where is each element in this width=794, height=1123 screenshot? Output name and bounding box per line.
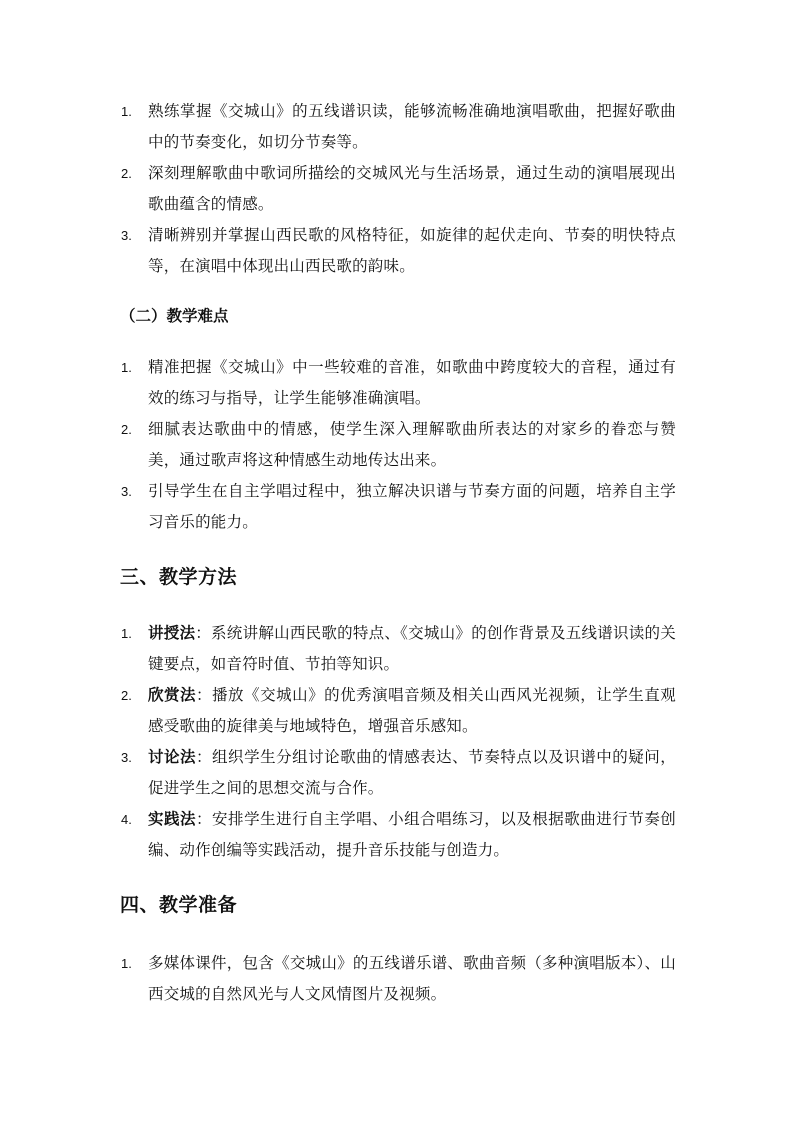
method-separator: ： <box>196 686 213 704</box>
list-item <box>0 158 794 220</box>
list-item <box>0 220 794 282</box>
method-description: 安排学生进行自主学唱、小组合唱练习，以及根据歌曲进行节奏创编、动作创编等实践活动，提升音乐技能与创造力。 <box>148 810 676 859</box>
list-item <box>0 948 794 1010</box>
list-text: 细腻表达歌曲中的情感，使学生深入理解歌曲所表达的对家乡的眷恋与赞美，通过歌声将这种情感生动地传达出来。 <box>148 420 676 469</box>
list-number: 3. <box>121 750 132 765</box>
list-item <box>0 680 794 742</box>
method-separator: ： <box>196 810 213 828</box>
list-text: 引导学生在自主学唱过程中，独立解决识谱与节奏方面的问题，培养自主学习音乐的能力。 <box>148 482 676 531</box>
method-name: 讨论法 <box>148 748 197 766</box>
list-item <box>0 618 794 680</box>
teaching-preparation-list <box>0 948 794 1010</box>
list-text: 精准把握《交城山》中一些较难的音准，如歌曲中跨度较大的音程，通过有效的练习与指导，让学生能够准确演唱。 <box>148 358 676 407</box>
list-number: 2. <box>121 166 132 181</box>
list-item <box>0 804 794 866</box>
list-number: 3. <box>121 228 132 243</box>
list-item <box>0 352 794 414</box>
method-name: 欣赏法 <box>148 686 197 704</box>
teaching-focus-list <box>0 96 794 282</box>
method-description: 系统讲解山西民歌的特点、《交城山》的创作背景及五线谱识读的关键要点，如音符时值、节拍等知识。 <box>148 624 676 673</box>
list-text: 多媒体课件，包含《交城山》的五线谱乐谱、歌曲音频（多种演唱版本）、山西交城的自然风光与人文风情图片及视频。 <box>148 954 676 1003</box>
list-number: 2. <box>121 422 132 437</box>
list-text <box>148 742 676 804</box>
teaching-methods-list <box>0 618 794 866</box>
list-number: 1. <box>121 104 132 119</box>
method-name: 讲授法 <box>148 624 196 642</box>
list-item <box>0 476 794 538</box>
list-number: 2. <box>121 688 132 703</box>
methods-heading: 三、教学方法 <box>120 566 238 588</box>
list-text: 深刻理解歌曲中歌词所描绘的交城风光与生活场景，通过生动的演唱展现出歌曲蕴含的情感。 <box>148 164 676 213</box>
preparation-heading: 四、教学准备 <box>120 894 238 916</box>
method-name: 实践法 <box>148 810 197 828</box>
list-number: 1. <box>121 360 132 375</box>
list-item <box>0 414 794 476</box>
list-text <box>148 680 676 742</box>
list-text: 清晰辨别并掌握山西民歌的风格特征，如旋律的起伏走向、节奏的明快特点等，在演唱中体现出山西民歌的韵味。 <box>148 226 676 275</box>
list-text: 熟练掌握《交城山》的五线谱识读，能够流畅准确地演唱歌曲，把握好歌曲中的节奏变化，如切分节奏等。 <box>148 102 676 151</box>
difficulty-heading: （二）教学难点 <box>120 307 229 325</box>
list-item <box>0 742 794 804</box>
list-number: 3. <box>121 484 132 499</box>
list-number: 4. <box>121 812 132 827</box>
list-number: 1. <box>121 626 132 641</box>
list-text <box>148 618 676 680</box>
method-separator: ： <box>196 748 213 766</box>
teaching-difficulty-list <box>0 352 794 538</box>
method-description: 播放《交城山》的优秀演唱音频及相关山西风光视频，让学生直观感受歌曲的旋律美与地域特色，增强音乐感知。 <box>148 686 676 735</box>
list-text <box>148 804 676 866</box>
method-description: 组织学生分组讨论歌曲的情感表达、节奏特点以及识谱中的疑问，促进学生之间的思想交流与合作。 <box>148 748 676 797</box>
list-item <box>0 96 794 158</box>
list-number: 1. <box>121 956 132 971</box>
method-separator: ： <box>195 624 212 642</box>
